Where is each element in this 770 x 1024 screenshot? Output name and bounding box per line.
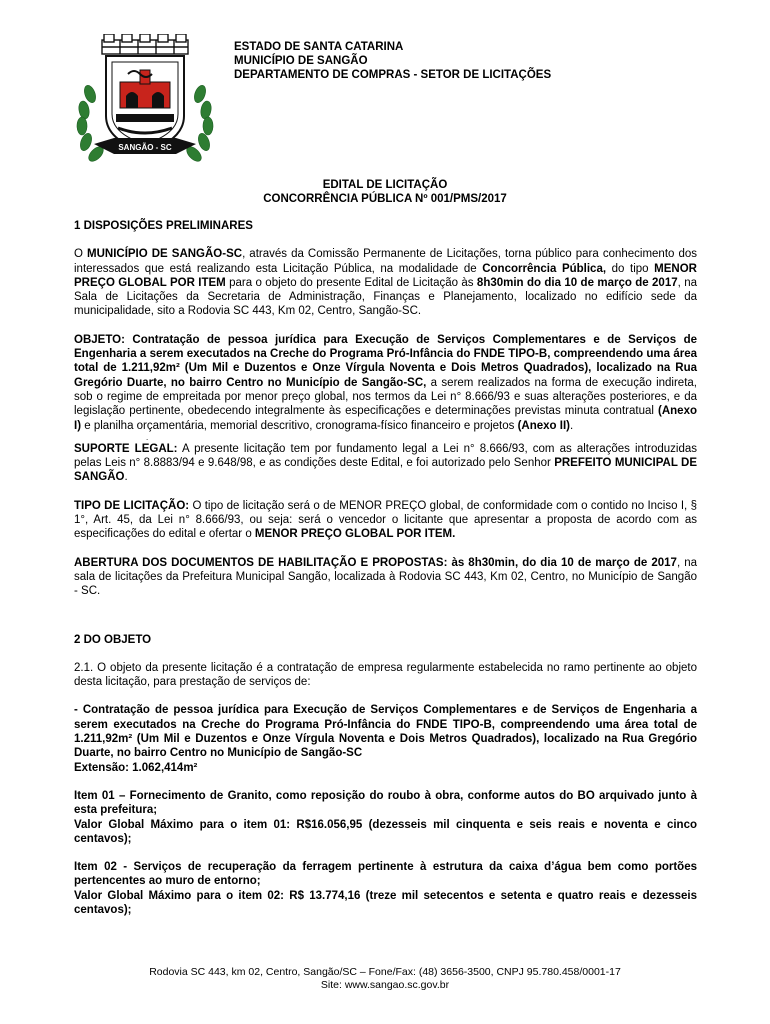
- paragraph-preliminary: O MUNICÍPIO DE SANGÃO-SC, através da Comissão Permanente de Licitações, torna público para conhecimento dos interessados que está realizando esta Licitação Pública, na modalidade de Concorrência Pública, do tipo MENOR PREÇO GLOBAL POR ITEM para o objeto do presente Edital de Licitação às 8h30min do dia 10 de março de 2017, na Sala de Licitações da Secretaria de Administração, Finanças e Planejamento, localizado no edifício sede da municipalidade, sito a Rodovia SC 443, Km 02, Centro, Sangão-SC.: [74, 248, 698, 318]
- paragraph-objeto: OBJETO: Contratação de pessoa jurídica para Execução de Serviços Complementares e de Serviços de Engenharia a serem executados na Creche do Programa Pró-Infância do FNDE TIPO-B, compreendendo uma área total de 1.211,92m² (Um Mil e Duzentos e Onze Vírgula Noventa e Dois Metros Quadrados), localizado na Rua Gregório Duarte, no bairro Centro no Município de Sangão-SC, a serem realizados na forma de execução indireta, sob o regime de empreitada por menor preço global, nos termos da Lei n° 8.666/93 e suas alterações posteriores, e da legislação pertinente, obedecendo integralmente às especificações e determinações previstas minuta contratual (Anexo I) e planilha orçamentária, memorial descritivo, cronograma-físico financeiro e projetos (Anexo II).: [74, 333, 697, 432]
- document-header: [234, 40, 551, 82]
- header-department: DEPARTAMENTO DE COMPRAS - SETOR DE LICITAÇÕES: [234, 69, 552, 81]
- title-concorrencia: CONCORRÊNCIA PÚBLICA Nº 001/PMS/2017: [263, 193, 507, 205]
- paragraph-tipo-licitacao: TIPO DE LICITAÇÃO: O tipo de licitação será o de MENOR PREÇO global, de conformidade com o contido no Inciso I, § 1°, Art. 45, da Lei n° 8.666/93, ou seja: será o vencedor o licitante que apresentar a proposta de acordo com as especificações do edital e ofertar o MENOR PREÇO GLOBAL POR ITEM.: [74, 499, 697, 541]
- paragraph-abertura: ABERTURA DOS DOCUMENTOS DE HABILITAÇÃO E PROPOSTAS: às 8h30min, do dia 10 de março de 2017, na sala de licitações da Prefeitura Municipal Sangão, localizada à Rodovia SC 443, Km 02, Centro, no Município de Sangão - SC.: [74, 556, 697, 598]
- paragraph-objeto-2-1: 2.1. O objeto da presente licitação é a contratação de empresa regularmente estabelecida no ramo pertinente ao objeto desta licitação, para prestação de serviços de:: [74, 661, 697, 689]
- footer-address: Rodovia SC 443, km 02, Centro, Sangão/SC – Fone/Fax: (48) 3656-3500, CNPJ 95.780.458/0001-17: [149, 966, 621, 978]
- item-02: Item 02 - Serviços de recuperação da ferragem pertinente à estrutura da caixa d’água bem como portões pertencentes ao muro de entorno; Valor Global Máximo para o item 02: R$ 13.774,16 (treze mil setecentos e setenta e quatro reais e dezesseis centavos);: [74, 861, 697, 916]
- stray-dot: .: [146, 432, 149, 442]
- crest-banner-text: SANGÃO - SC: [118, 143, 172, 152]
- header-state: ESTADO DE SANTA CATARINA: [234, 41, 404, 53]
- municipal-crest-logo: [70, 34, 220, 168]
- document-footer: [0, 966, 770, 992]
- title-edital: EDITAL DE LICITAÇÃO: [322, 179, 448, 191]
- footer-site: Site: www.sangao.sc.gov.br: [320, 979, 450, 991]
- section-heading-1: 1 DISPOSIÇÕES PRELIMINARES: [74, 220, 253, 232]
- document-body: [74, 219, 697, 917]
- item-01: Item 01 – Fornecimento de Granito, como reposição do roubo à obra, conforme autos do BO arquivado junto à esta prefeitura; Valor Global Máximo para o item 01: R$16.056,95 (dezesseis mil cinquenta e seis reais e noventa e cinco centavos);: [74, 789, 697, 845]
- header-municipality: MUNICÍPIO DE SANGÃO: [234, 55, 368, 67]
- paragraph-suporte-legal: SUPORTE LEGAL: A presente licitação tem por fundamento legal a Lei n° 8.666/93, com as alterações introduzidas pelas Leis n° 8.8883/94 e 9.648/98, e as condições deste Edital, e foi autorizado pelo Senhor PREFEITO MUNICIPAL DE SANGÃO.: [74, 442, 697, 484]
- document-title: [0, 178, 770, 206]
- section-heading-2: 2 DO OBJETO: [74, 633, 152, 646]
- paragraph-contratacao: - Contratação de pessoa jurídica para Execução de Serviços Complementares e de Serviços de Engenharia a serem executados na Creche do Programa Pró-Infância do FNDE TIPO-B, compreendendo uma área total de 1.211,92m² (Um Mil e Duzentos e Onze Vírgula Noventa e Dois Metros Quadrados), localizado na Rua Gregório Duarte, no bairro Centro no Município de Sangão-SC Extensão: 1.062,414m²: [74, 704, 697, 774]
